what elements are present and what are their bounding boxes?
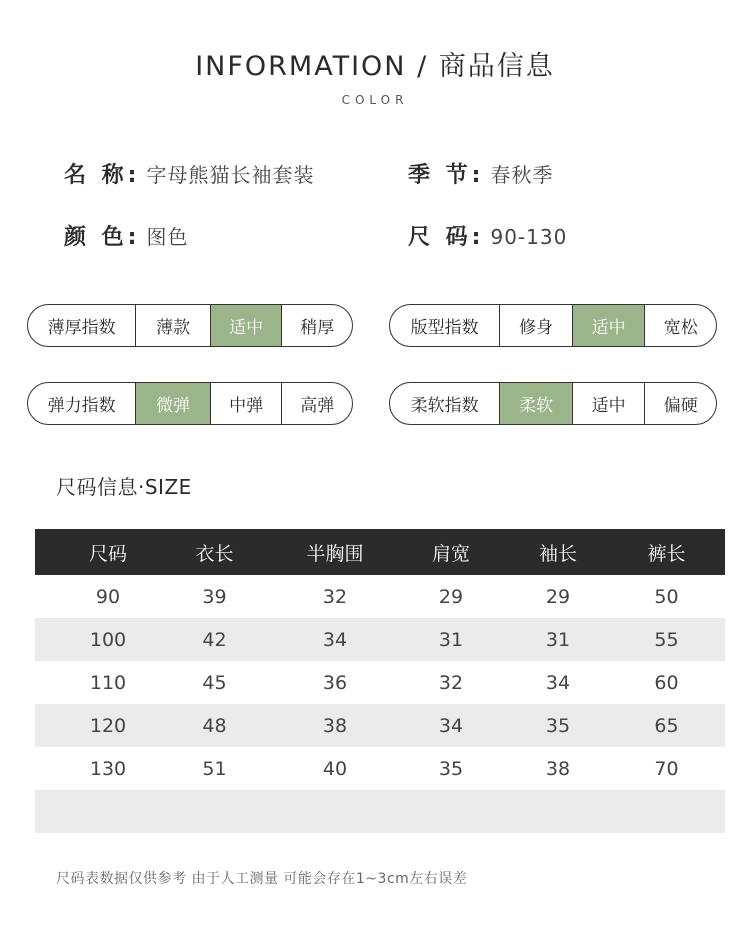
column-header-shoulder: 肩宽 (431, 542, 470, 565)
table-cell: 65 (654, 714, 679, 737)
thickness-option: 稍厚 (281, 305, 352, 346)
table-row (35, 618, 725, 661)
table-cell: 51 (202, 757, 227, 780)
table-cell: 38 (322, 714, 348, 737)
softness-index-label: 柔软指数 (410, 396, 479, 416)
table-row (35, 575, 725, 618)
info-season-label: 季 节: (408, 163, 485, 188)
page-title: INFORMATION / 商品信息 (195, 51, 555, 82)
table-cell: 38 (545, 757, 571, 780)
table-cell: 39 (202, 585, 227, 608)
thickness-index-label: 薄厚指数 (47, 318, 116, 338)
thickness-option: 薄款 (135, 305, 210, 346)
table-cell: 42 (202, 628, 227, 651)
column-header-sleeve: 袖长 (538, 542, 577, 565)
elasticity-index-label: 弹力指数 (47, 396, 116, 416)
fit-option: 修身 (499, 305, 572, 346)
info-name-label: 名 称: (64, 163, 141, 188)
table-cell: 130 (89, 757, 127, 780)
table-cell: 48 (202, 714, 227, 737)
fit-option: 宽松 (644, 305, 716, 346)
info-row-name-season (0, 158, 750, 188)
table-row (35, 661, 725, 704)
size-table (35, 529, 725, 833)
table-cell: 34 (322, 628, 348, 651)
elasticity-option: 中弹 (210, 383, 282, 424)
table-cell: 45 (202, 671, 227, 694)
table-cell: 31 (545, 628, 571, 651)
column-header-length: 衣长 (195, 542, 234, 565)
table-cell: 70 (654, 757, 679, 780)
table-cell: 110 (89, 671, 127, 694)
info-name (64, 158, 314, 189)
table-cell: 31 (438, 628, 464, 651)
info-size-label: 尺 码: (408, 225, 485, 250)
info-season-value: 春秋季 (490, 163, 554, 187)
info-color (64, 220, 188, 251)
table-cell: 34 (545, 671, 571, 694)
softness-index (389, 382, 717, 425)
info-season (408, 158, 553, 189)
table-row (35, 704, 725, 747)
page-subtitle: COLOR (341, 93, 409, 107)
table-cell: 29 (438, 585, 464, 608)
elasticity-index (27, 382, 353, 425)
softness-option: 偏硬 (644, 383, 716, 424)
table-cell: 32 (322, 585, 348, 608)
table-row (35, 747, 725, 790)
info-color-label: 颜 色: (64, 225, 141, 250)
column-header-pants-length: 裤长 (647, 542, 686, 565)
size-table-header (35, 529, 725, 575)
fit-index (389, 304, 717, 347)
size-table-body (35, 575, 725, 790)
table-cell: 90 (95, 585, 121, 608)
column-header-size: 尺码 (88, 542, 127, 565)
fit-index-label: 版型指数 (410, 318, 479, 338)
table-row-empty (35, 790, 725, 833)
table-cell: 120 (89, 714, 127, 737)
info-size-value: 90-130 (490, 225, 568, 249)
size-section-heading: 尺码信息·SIZE (56, 475, 192, 499)
table-cell: 100 (89, 628, 127, 651)
column-header-half-chest: 半胸围 (306, 542, 364, 565)
table-cell: 60 (654, 671, 679, 694)
thickness-index (27, 304, 353, 347)
table-cell: 50 (654, 585, 679, 608)
footer-note: 尺码表数据仅供参考 由于人工测量 可能会存在1~3cm左右误差 (56, 871, 468, 887)
table-cell: 40 (322, 757, 348, 780)
table-cell: 32 (438, 671, 464, 694)
elasticity-option: 高弹 (281, 383, 352, 424)
table-cell: 35 (438, 757, 464, 780)
info-name-value: 字母熊猫长袖套装 (146, 163, 315, 187)
fit-option-selected: 适中 (572, 305, 645, 346)
thickness-option-selected: 适中 (210, 305, 282, 346)
header (0, 44, 750, 107)
softness-option-selected: 柔软 (499, 383, 572, 424)
table-cell: 34 (438, 714, 464, 737)
table-cell: 29 (545, 585, 571, 608)
elasticity-option-selected: 微弹 (135, 383, 210, 424)
info-color-value: 图色 (146, 225, 189, 249)
table-cell: 36 (322, 671, 348, 694)
info-row-color-size (0, 220, 750, 250)
table-cell: 55 (654, 628, 679, 651)
table-cell: 35 (545, 714, 571, 737)
info-size (408, 220, 567, 251)
softness-option: 适中 (572, 383, 645, 424)
